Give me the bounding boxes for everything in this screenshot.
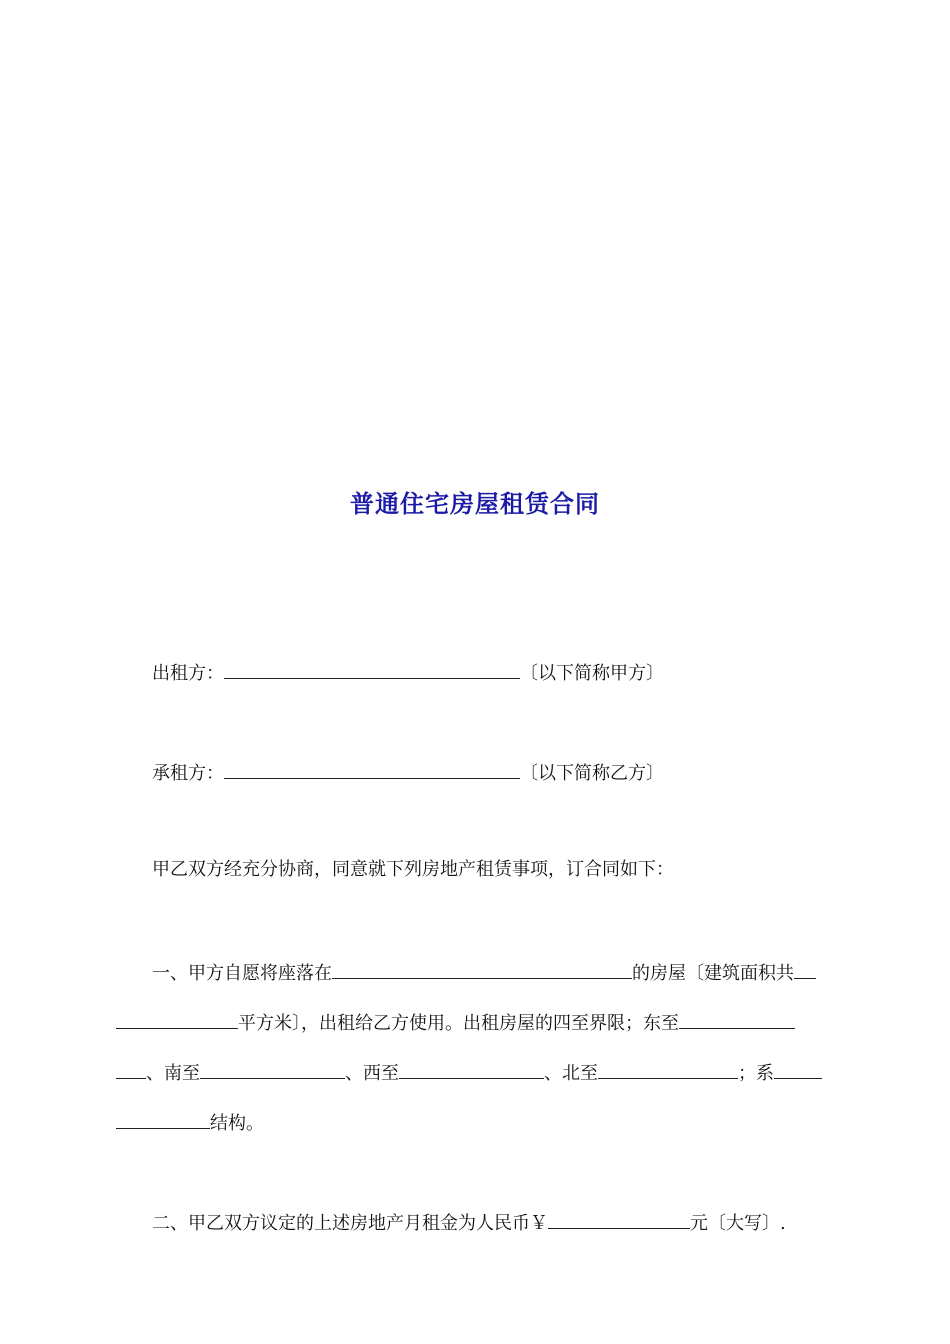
clause-1-line-1 (152, 958, 816, 986)
clause-1-line-4 (116, 1108, 264, 1136)
intro-paragraph: 甲乙双方经充分协商，同意就下列房地产租赁事项，订合同如下： (152, 859, 674, 880)
west-boundary-blank[interactable] (399, 1058, 544, 1079)
structure-type-blank[interactable] (116, 1108, 210, 1129)
lessee-name-blank[interactable] (224, 758, 520, 779)
page-title: 普通住宅房屋租赁合同 (350, 490, 600, 518)
clause-1-text-e: 、西至 (345, 1063, 399, 1084)
east-boundary-blank-end[interactable] (116, 1058, 146, 1079)
lessee-label: 承租方： (152, 763, 224, 784)
clause-1-text-a: 一、甲方自愿将座落在 (152, 963, 332, 984)
clause-1-text-h: 结构。 (210, 1113, 264, 1134)
clause-2-text-b: 元〔大写〕. (690, 1213, 786, 1234)
south-boundary-blank[interactable] (200, 1058, 345, 1079)
floor-area-blank[interactable] (116, 1008, 238, 1029)
lessor-suffix: 〔以下简称甲方〕 (520, 663, 664, 684)
clause-1-line-2 (116, 1008, 795, 1036)
clause-1-text-b: 的房屋〔建筑面积共 (632, 963, 794, 984)
floor-area-blank-start[interactable] (794, 958, 816, 979)
clause-1-text-f: 、北至 (544, 1063, 598, 1084)
clause-2-line-1 (152, 1208, 786, 1236)
clause-1-text-c: 平方米〕，出租给乙方使用。出租房屋的四至界限；东至 (238, 1013, 679, 1034)
clause-1-text-d: 、南至 (146, 1063, 200, 1084)
north-boundary-blank[interactable] (598, 1058, 738, 1079)
east-boundary-blank[interactable] (679, 1008, 795, 1029)
clause-1-line-3 (116, 1058, 822, 1086)
clause-1-text-g: ；系 (738, 1063, 774, 1084)
lessor-label: 出租方： (152, 663, 224, 684)
monthly-rent-blank[interactable] (548, 1208, 690, 1229)
lessee-line (152, 758, 664, 786)
property-location-blank[interactable] (332, 958, 632, 979)
lessor-line (152, 658, 664, 686)
lessor-name-blank[interactable] (224, 658, 520, 679)
structure-blank-start[interactable] (774, 1058, 822, 1079)
lessee-suffix: 〔以下简称乙方〕 (520, 763, 664, 784)
clause-2-text-a: 二、甲乙双方议定的上述房地产月租金为人民币￥ (152, 1213, 548, 1234)
